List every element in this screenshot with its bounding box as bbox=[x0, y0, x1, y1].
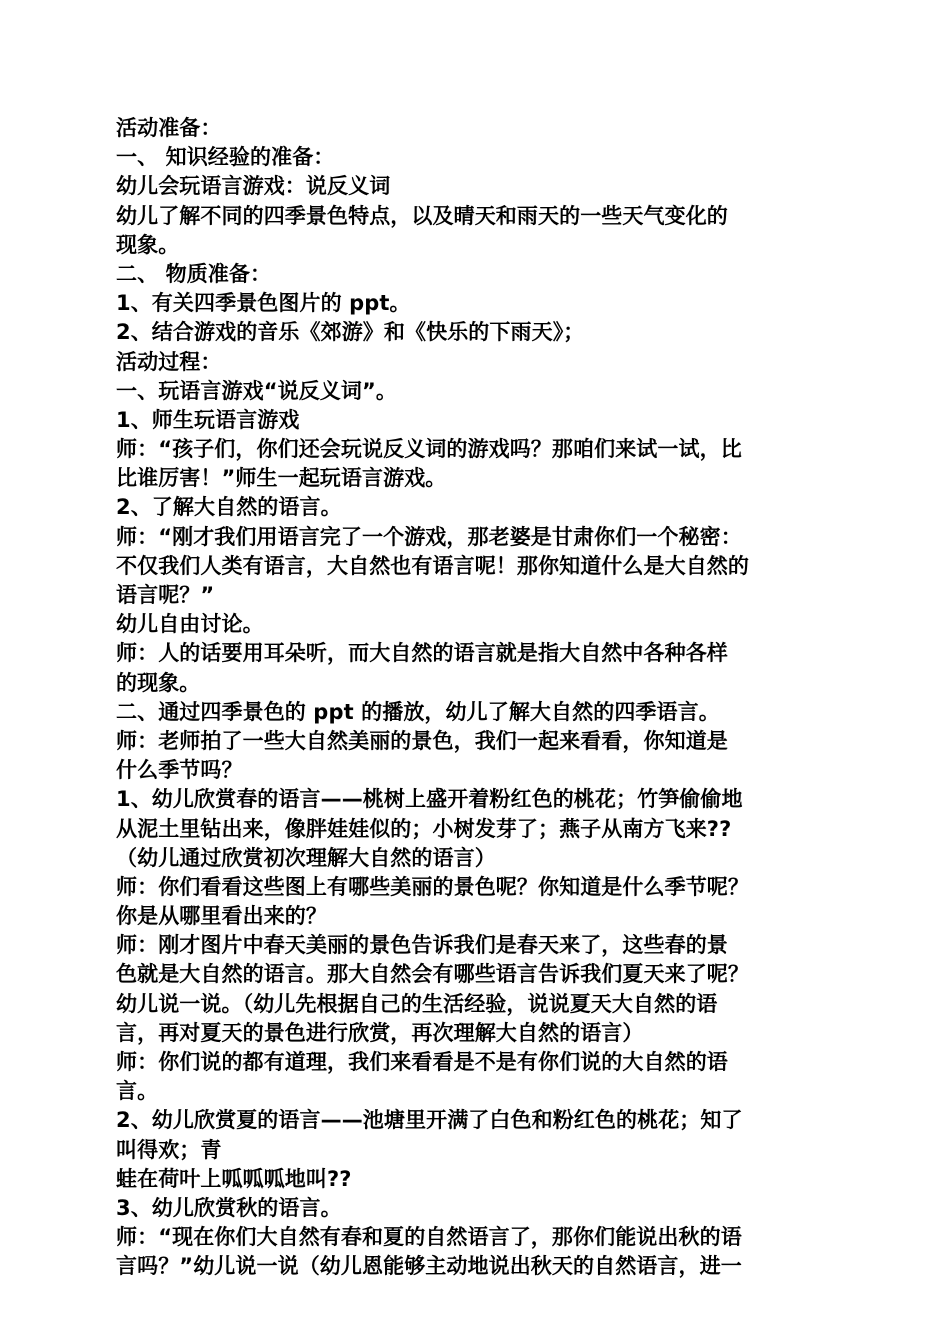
text-line: 你是从哪里看出来的？ bbox=[116, 904, 327, 929]
text-line: 幼儿自由讨论。 bbox=[116, 612, 264, 637]
text-line: 现象。 bbox=[116, 232, 180, 257]
text-line: 师：“刚才我们用语言完了一个游戏，那老婆是甘肃你们一个秘密： bbox=[116, 524, 742, 549]
text-line: 叫得欢；青 bbox=[116, 1137, 222, 1162]
text-line: 师：老师拍了一些大自然美丽的景色，我们一起来看看，你知道是 bbox=[116, 728, 728, 753]
text-line: 幼儿会玩语言游戏：说反义词 bbox=[116, 174, 391, 199]
text-line: 言，再对夏天的景色进行欣赏，再次理解大自然的语言） bbox=[116, 1020, 644, 1045]
text-line: 一、玩语言游戏“说反义词”。 bbox=[116, 378, 398, 403]
text-line: 二、通过四季景色的 ppt 的播放，幼儿了解大自然的四季语言。 bbox=[116, 699, 720, 724]
document-body bbox=[116, 114, 836, 1282]
text-line: 言。 bbox=[116, 1079, 159, 1104]
text-line: 师：人的话要用耳朵听，而大自然的语言就是指大自然中各种各样 bbox=[116, 641, 728, 666]
text-line: 色就是大自然的语言。那大自然会有哪些语言告诉我们夏天来了呢？ bbox=[116, 962, 749, 987]
text-line: 1、有关四季景色图片的 ppt。 bbox=[116, 291, 411, 316]
text-line: 比谁厉害！”师生一起玩语言游戏。 bbox=[116, 466, 447, 491]
text-line: 2、了解大自然的语言。 bbox=[116, 495, 342, 520]
text-line: 师：你们说的都有道理，我们来看看是不是有你们说的大自然的语 bbox=[116, 1050, 728, 1074]
text-line: 1、师生玩语言游戏 bbox=[116, 407, 300, 432]
text-line: 不仅我们人类有语言，大自然也有语言呢！那你知道什么是大自然的 bbox=[116, 553, 749, 578]
text-line: 活动过程： bbox=[116, 349, 222, 374]
text-line: 3、幼儿欣赏秋的语言。 bbox=[116, 1195, 342, 1220]
text-line: 一、 知识经验的准备： bbox=[116, 145, 335, 170]
text-line: 什么季节吗？ bbox=[116, 758, 243, 783]
text-line: 师：你们看看这些图上有哪些美丽的景色呢？你知道是什么季节呢？ bbox=[116, 874, 749, 899]
text-line: 幼儿说一说。（幼儿先根据自己的生活经验，说说夏天大自然的语 bbox=[116, 991, 718, 1016]
text-line: 从泥土里钻出来，像胖娃娃似的；小树发芽了；燕子从南方飞来?? bbox=[116, 816, 732, 841]
text-line: 语言呢？” bbox=[116, 583, 215, 607]
text-line: 的现象。 bbox=[116, 670, 201, 695]
text-line: 2、结合游戏的音乐《郊游》和《快乐的下雨天》； bbox=[116, 320, 585, 345]
text-line: 师：“孩子们，你们还会玩说反义词的游戏吗？那咱们来试一试，比 bbox=[116, 437, 742, 462]
text-line: 蛙在荷叶上呱呱呱地叫?? bbox=[116, 1166, 352, 1191]
text-line: （幼儿通过欣赏初次理解大自然的语言） bbox=[116, 845, 496, 870]
text-line: 师：刚才图片中春天美丽的景色告诉我们是春天来了，这些春的景 bbox=[116, 933, 728, 958]
text-line: 言吗？”幼儿说一说（幼儿恩能够主动地说出秋天的自然语言，进一 bbox=[116, 1254, 742, 1279]
text-line: 二、 物质准备： bbox=[116, 261, 272, 286]
text-line: 幼儿了解不同的四季景色特点，以及晴天和雨天的一些天气变化的 bbox=[116, 203, 728, 228]
text-line: 师：“现在你们大自然有春和夏的自然语言了，那你们能说出秋的语 bbox=[116, 1225, 742, 1250]
text-line: 活动准备： bbox=[116, 116, 222, 140]
text-line: 2、幼儿欣赏夏的语言——池塘里开满了白色和粉红色的桃花；知了 bbox=[116, 1108, 743, 1133]
text-line: 1、幼儿欣赏春的语言——桃树上盛开着粉红色的桃花；竹笋偷偷地 bbox=[116, 787, 743, 812]
